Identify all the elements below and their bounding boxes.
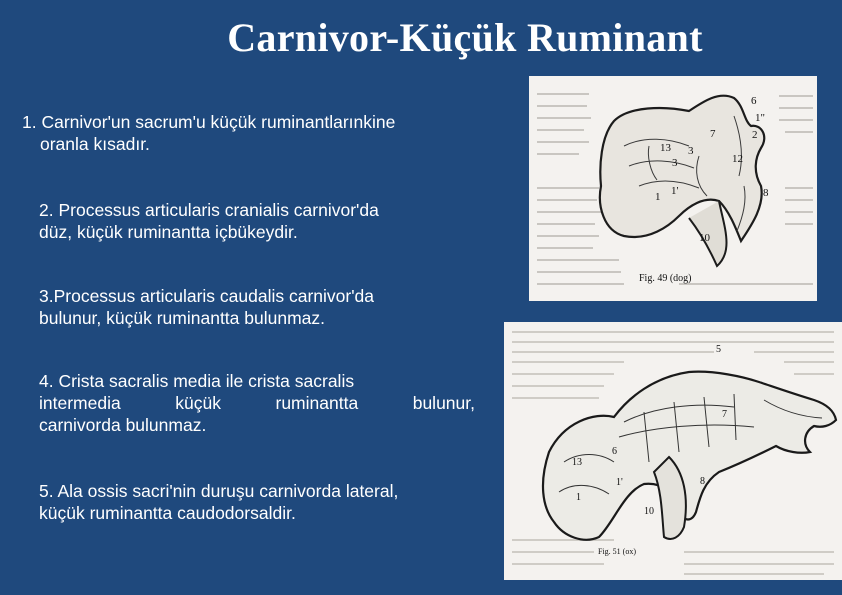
figure-label: 10: [644, 506, 654, 517]
item-line: 4. Crista sacralis media ile crista sacralis: [39, 371, 355, 391]
list-item: [39, 285, 475, 329]
item-line: 3.Processus articularis caudalis carnivor'da: [39, 286, 375, 306]
figure-label: 3: [688, 145, 694, 157]
item-line: 5. Ala ossis sacri'nin duruşu carnivorda lateral,: [39, 481, 399, 501]
item-line: carnivorda bulunmaz.: [39, 415, 207, 435]
list-item: [39, 199, 475, 243]
item-line: 2. Processus articularis cranialis carnivor'da: [39, 200, 379, 220]
figure-label: 1': [671, 185, 679, 197]
figure-label: 5: [716, 344, 721, 355]
figure-label: 1: [655, 191, 661, 203]
item-line: 1. Carnivor'un sacrum'u küçük ruminantlarınkine: [22, 112, 396, 132]
figure-label: 13: [572, 457, 582, 468]
figure-label: 1": [755, 112, 765, 124]
item-line: bulunur, küçük ruminantta bulunmaz.: [39, 308, 325, 328]
item-line: düz, küçük ruminantta içbükeydir.: [39, 222, 298, 242]
list-item: [39, 370, 475, 436]
figure-label: 12: [732, 153, 743, 165]
figure-label: 1: [576, 492, 581, 503]
figure-caption: Fig. 51 (ox): [598, 547, 636, 556]
ox-sacrum-illustration: [504, 322, 842, 580]
item-line: oranla kısadır.: [40, 134, 150, 154]
figure-label: 8: [700, 476, 705, 487]
figure-label: 3: [672, 157, 678, 169]
figure-label: 7: [710, 128, 716, 140]
figure-caption: Fig. 49 (dog): [639, 273, 692, 284]
list-item: [22, 111, 492, 155]
slide-title: Carnivor-Küçük Ruminant: [227, 15, 703, 60]
ox-sacrum-figure: [504, 322, 842, 580]
figure-label: 10: [699, 232, 710, 244]
dog-sacrum-figure: [529, 76, 817, 301]
figure-label: 7: [722, 409, 727, 420]
item-line: küçük ruminantta caudodorsaldir.: [39, 503, 296, 523]
list-item: [39, 480, 475, 524]
figure-label: 13: [660, 142, 671, 154]
figure-label: 8: [763, 187, 769, 199]
figure-label: 2: [752, 129, 758, 141]
figure-label: 6: [612, 446, 617, 457]
figure-label: 6: [751, 95, 757, 107]
figure-label: 1': [616, 477, 623, 488]
dog-sacrum-illustration: [529, 76, 817, 301]
item-line: intermedia küçük ruminantta bulunur,: [39, 393, 475, 413]
